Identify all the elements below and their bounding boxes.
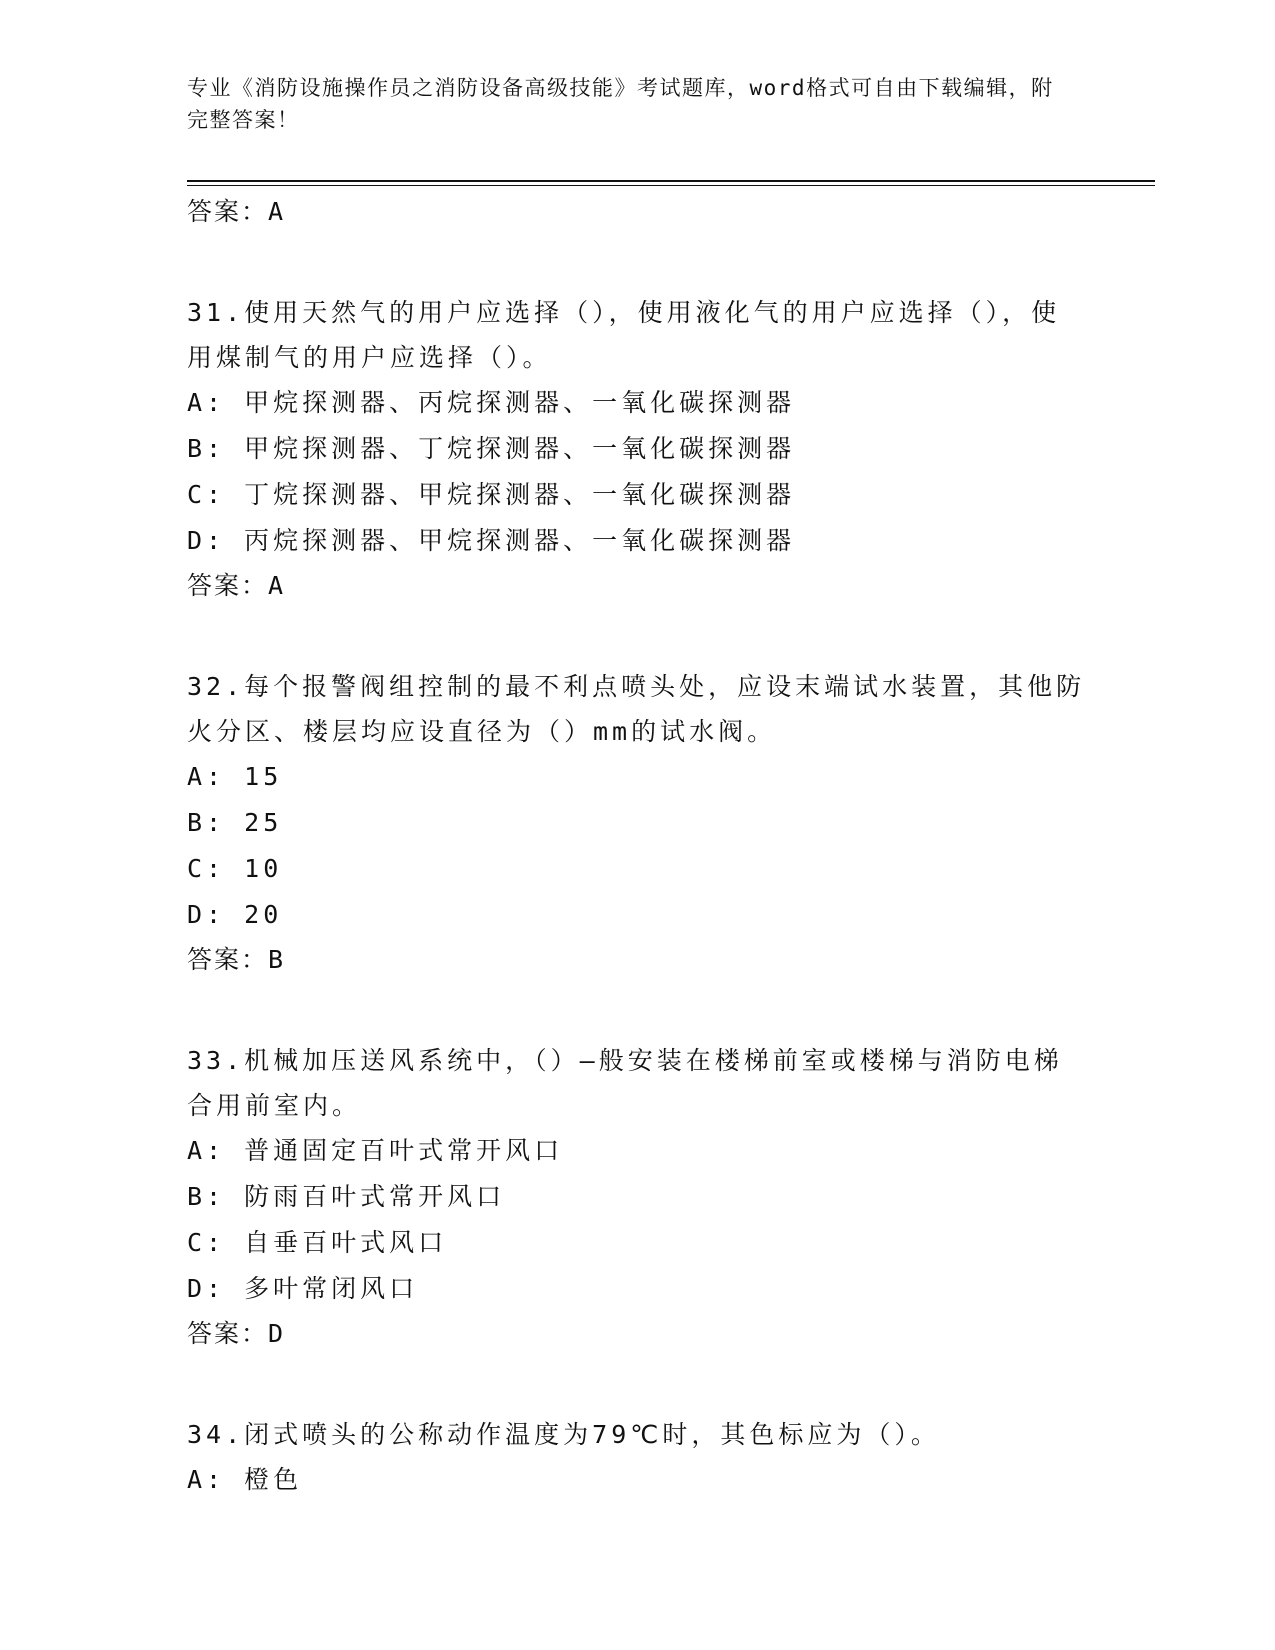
option-d: D: 丙烷探测器、甲烷探测器、一氧化碳探测器 (187, 526, 796, 555)
question-stem: 33.机械加压送风系统中，（）—般安装在楼梯前室或楼梯与消防电梯合用前室内。 (187, 1046, 1063, 1120)
answer: 答案：A (187, 571, 286, 600)
option-a: A: 普通固定百叶式常开风口 (187, 1136, 564, 1165)
option-c: C: 丁烷探测器、甲烷探测器、一氧化碳探测器 (187, 480, 796, 509)
option-b: B: 防雨百叶式常开风口 (187, 1182, 506, 1211)
question-31 (187, 290, 1087, 608)
option-a: A: 15 (187, 762, 283, 791)
question-33 (187, 1038, 1087, 1356)
question-stem: 31.使用天然气的用户应选择（），使用液化气的用户应选择（），使用煤制气的用户应选择（）。 (187, 298, 1061, 372)
option-c: C: 10 (187, 854, 283, 883)
option-b: B: 25 (187, 808, 283, 837)
question-stem: 32.每个报警阀组控制的最不利点喷头处，应设末端试水装置，其他防火分区、楼层均应设直径为（）mm的试水阀。 (187, 672, 1086, 746)
question-34 (187, 1412, 1087, 1503)
question-stem: 34.闭式喷头的公称动作温度为79℃时，其色标应为（）。 (187, 1420, 940, 1449)
option-a: A: 甲烷探测器、丙烷探测器、一氧化碳探测器 (187, 388, 796, 417)
previous-answer: 答案：A (187, 197, 286, 226)
question-list (187, 190, 1087, 1503)
document-header: 专业《消防设施操作员之消防设备高级技能》考试题库，word格式可自由下载编辑，附完整答案！ (187, 76, 1054, 132)
question-32 (187, 664, 1087, 982)
option-a: A: 橙色 (187, 1465, 303, 1494)
option-d: D: 20 (187, 900, 283, 929)
header-rule-thin (187, 185, 1155, 186)
option-b: B: 甲烷探测器、丁烷探测器、一氧化碳探测器 (187, 434, 796, 463)
answer: 答案：D (187, 1319, 286, 1348)
option-c: C: 自垂百叶式风口 (187, 1228, 448, 1257)
answer: 答案：B (187, 945, 286, 974)
header-rule-thick (187, 180, 1155, 182)
option-d: D: 多叶常闭风口 (187, 1274, 419, 1303)
